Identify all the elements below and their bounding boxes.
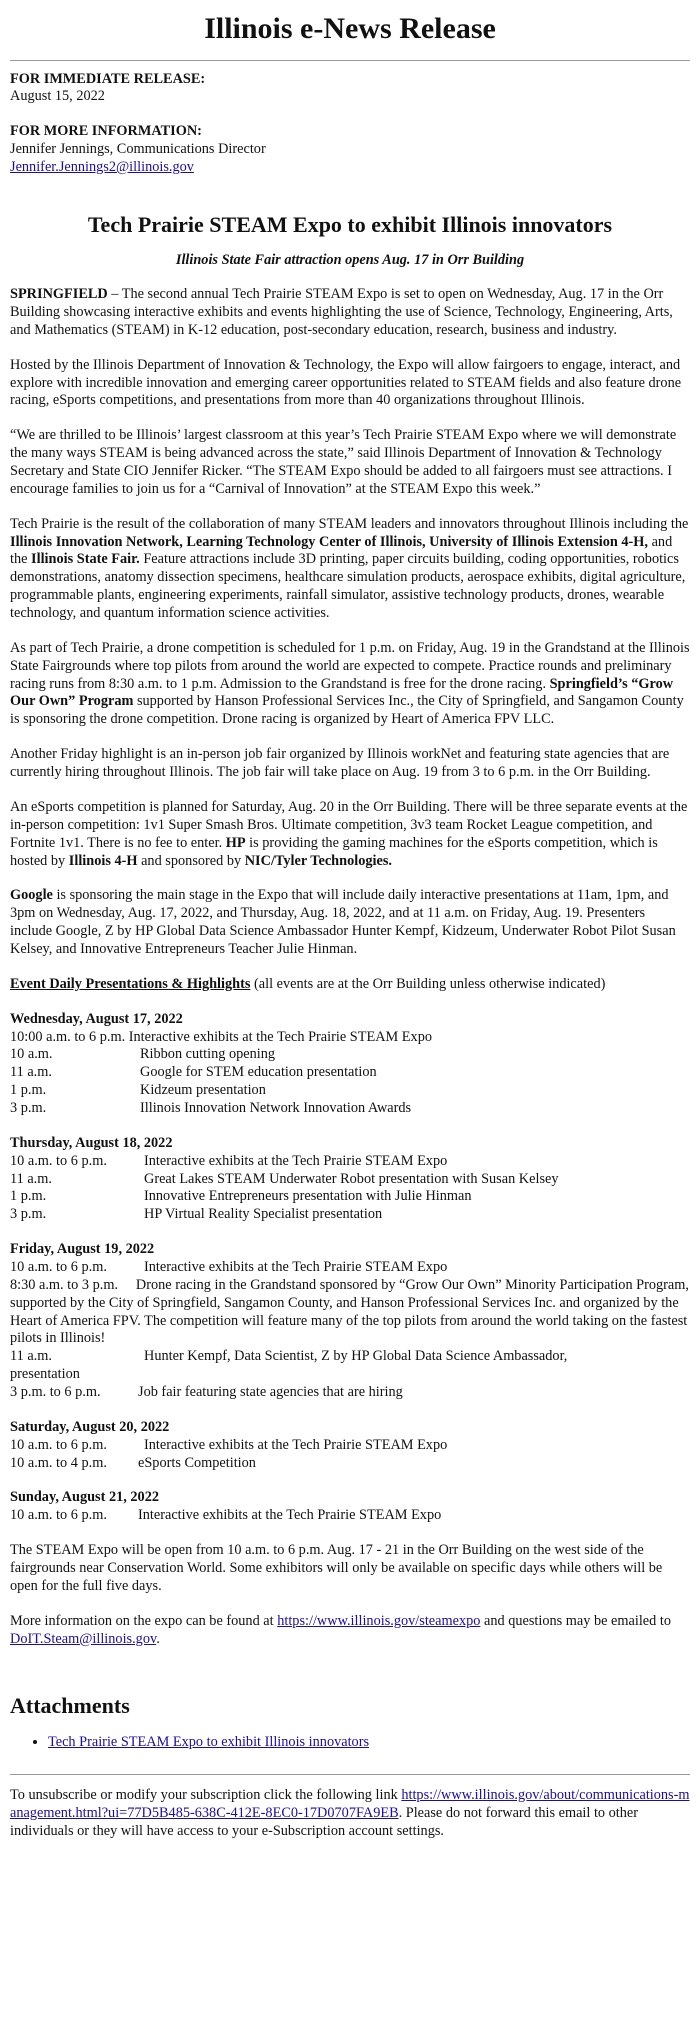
paragraph-text: Feature attractions include 3D printing, paper circuits building, coding opportunities, robotics demonstrations, anatomy dissection specimens, healthcare simulation products, aerospace exhibits, digital agriculture, programmable plants, engineering experiments, rainfall simulator, assistive technology products, drones, wearable technology, and quantum information science activities. — [10, 551, 686, 622]
event-time: 10 a.m. to 6 p.m. — [10, 1507, 107, 1524]
paragraph-text: is providing the gaming machines for the eSports competition, which is hosted by — [10, 834, 658, 869]
paragraph-text: . Please do not forward this email to other individuals or they will have access to your e-Subscription account settings. — [10, 1804, 639, 1839]
bold-program: Springfield’s “Grow Our Own” Program — [10, 675, 674, 710]
article-subhead: Illinois State Fair attraction opens Aug. 17 in Orr Building — [175, 252, 525, 269]
event-time: 11 a.m. — [10, 1064, 52, 1081]
paragraph-text: and the — [10, 533, 673, 568]
bold-4h: Illinois 4-H — [68, 852, 138, 869]
event-time: 3 p.m. — [10, 1206, 47, 1223]
schedule-row — [10, 1171, 690, 1189]
article-headline: Tech Prairie STEAM Expo to exhibit Illinois innovators — [87, 211, 613, 237]
schedule-row — [10, 1507, 690, 1525]
schedule-day-sunday — [10, 1489, 690, 1525]
attachments-title: Attachments — [10, 1693, 130, 1719]
schedule-row-continued: presentation — [10, 1366, 80, 1383]
masthead-divider — [10, 60, 690, 61]
schedule-row — [10, 1046, 690, 1064]
schedule-row — [10, 1384, 690, 1402]
article-paragraph-3: “We are thrilled to be Illinois’ largest classroom at this year’s Tech Prairie STEAM Expo where we will demonstrate the many ways STEAM is being advanced across the state,” said Illinois Department of Innovation & Technology Secretary and State CIO Jennifer Ricker. “The STEAM Expo should be added to all fairgoers must see attractions. I encourage families to join us for a “Carnival of Innovation” at the STEAM Expo this week.” — [10, 427, 677, 497]
event-time: 3 p.m. — [10, 1099, 47, 1116]
attachments-list — [10, 1734, 690, 1752]
article-paragraph-5 — [10, 640, 690, 729]
article-paragraph-7 — [10, 799, 690, 870]
schedule-row — [10, 1348, 690, 1366]
event-time: 11 a.m. — [10, 1348, 52, 1365]
schedule-row-drone: 8:30 a.m. to 3 p.m. Drone racing in the Grandstand sponsored by “Grow Our Own” Minority Participation Program, supported by the City of Springfield, Sangamon County, and Hanson Professional Services Inc. and organized by the Heart of America FPV. The competition will feature many of the top pilots from around the world taking on the fastest pilots in Illinois! — [10, 1276, 693, 1347]
event-time: 3 p.m. to 6 p.m. — [10, 1383, 101, 1400]
closing-paragraph-2 — [10, 1613, 690, 1649]
schedule-row — [10, 1437, 690, 1455]
event-time: 10 a.m. — [10, 1046, 53, 1063]
event-time: 1 p.m. — [10, 1082, 47, 1099]
release-meta — [10, 71, 690, 177]
unsubscribe-link[interactable]: https://www.illinois.gov/about/communications-management.html?ui=77D5B485-638C-412E-8EC0-17D0707FA9EB — [10, 1786, 690, 1821]
paragraph-text: supported by Hanson Professional Services Inc., the City of Springfield, and Sangamon County is sponsoring the drone competition. Drone racing is organized by Heart of America FPV LLC. — [10, 693, 684, 728]
event-desc: Interactive exhibits at the Tech Prairie STEAM Expo — [144, 1436, 448, 1453]
schedule-note: (all events are at the Orr Building unless otherwise indicated) — [250, 975, 606, 992]
schedule-day-saturday — [10, 1419, 690, 1473]
paragraph-text: . — [156, 1630, 160, 1647]
dateline: SPRINGFIELD — [10, 286, 108, 303]
schedule-row — [10, 1206, 690, 1224]
event-desc: HP Virtual Reality Specialist presentation — [144, 1206, 383, 1223]
release-block — [10, 71, 690, 107]
steam-email-link[interactable]: DoIT.Steam@illinois.gov — [10, 1630, 157, 1647]
article-paragraph-2: Hosted by the Illinois Department of Innovation & Technology, the Expo will allow fairgoers to engage, interact, and explore with incredible innovation and emerging career opportunities related to STEAM fields and also feature drone racing, eSports competitions, and presentations from more than 40 organizations throughout Illinois. — [10, 356, 682, 409]
day-title: Saturday, August 20, 2022 — [10, 1418, 170, 1435]
contact-label: FOR MORE INFORMATION: — [10, 123, 202, 140]
article-paragraph-1 — [10, 286, 690, 340]
footer-text — [10, 1787, 690, 1841]
schedule-heading-line — [10, 976, 690, 994]
paragraph-text: More information on the expo can be found at — [10, 1612, 278, 1629]
day-title: Wednesday, August 17, 2022 — [10, 1010, 183, 1027]
paragraph-text: and questions may be emailed to — [480, 1612, 671, 1629]
attachment-item — [48, 1734, 690, 1752]
schedule-row — [10, 1455, 690, 1473]
article-paragraph-6: Another Friday highlight is an in-person job fair organized by Illinois workNet and featuring state agencies that are currently hiring throughout Illinois. The job fair will take place on Aug. 19 from 3 to 6 p.m. in the Orr Building. — [10, 746, 670, 781]
event-desc: Google for STEM education presentation — [140, 1064, 377, 1081]
event-desc: Job fair featuring state agencies that are hiring — [138, 1383, 403, 1400]
event-time: 1 p.m. — [10, 1188, 47, 1205]
bold-google: Google — [10, 887, 53, 904]
event-desc: Hunter Kempf, Data Scientist, Z by HP Global Data Science Ambassador, — [144, 1348, 568, 1365]
event-time: 11 a.m. — [10, 1170, 52, 1187]
article-paragraph-4 — [10, 516, 690, 623]
schedule-day-friday — [10, 1241, 693, 1402]
article-paragraph-8 — [10, 887, 690, 958]
schedule-heading: Event Daily Presentations & Highlights — [10, 975, 251, 992]
event-desc: Ribbon cutting opening — [140, 1046, 276, 1063]
contact-email-link[interactable]: Jennifer.Jennings2@illinois.gov — [10, 158, 194, 175]
day-title: Friday, August 19, 2022 — [10, 1241, 155, 1258]
schedule-row — [10, 1153, 690, 1171]
schedule-row: 10:00 a.m. to 6 p.m. Interactive exhibits at the Tech Prairie STEAM Expo — [10, 1028, 432, 1045]
event-time: 10 a.m. to 6 p.m. — [10, 1436, 107, 1453]
contact-name: Jennifer Jennings, Communications Director — [10, 141, 266, 158]
bold-hp: HP — [225, 834, 246, 851]
paragraph-text: Tech Prairie is the result of the collaboration of many STEAM leaders and innovators throughout Illinois including the — [10, 515, 689, 532]
schedule-day-thursday — [10, 1135, 690, 1224]
bold-state-fair: Illinois State Fair. — [31, 551, 140, 568]
steamexpo-link[interactable]: https://www.illinois.gov/steamexpo — [277, 1612, 481, 1629]
event-time: 10 a.m. to 4 p.m. — [10, 1454, 107, 1471]
masthead-title: Illinois e-News Release — [204, 12, 496, 45]
event-time: 10 a.m. to 6 p.m. — [10, 1152, 107, 1169]
paragraph-text: As part of Tech Prairie, a drone competition is scheduled for 1 p.m. on Friday, Aug. 19 in the Grandstand at the Illinois State Fairgrounds where top pilots from around the world are expected to compete. Practice rounds and preliminary racing runs from 8:30 a.m. to 1 p.m. Admission to the Grandstand is free for the drone racing. — [10, 639, 690, 692]
event-desc: Interactive exhibits at the Tech Prairie STEAM Expo — [144, 1258, 448, 1275]
bold-nic: NIC/Tyler Technologies. — [244, 852, 392, 869]
event-time: 10 a.m. to 6 p.m. — [10, 1258, 107, 1275]
event-desc: Interactive exhibits at the Tech Prairie STEAM Expo — [144, 1152, 448, 1169]
paragraph-text: is sponsoring the main stage in the Expo that will include daily interactive presentations at 11am, 1pm, and 3pm on Wednesday, Aug. 17, 2022, and Thursday, Aug. 18, 2022, and at 11 a.m. on Friday, Aug. 19. Presenters include Google, Z by HP Global Data Science Ambassador Hunter Kempf, Kidzeum, Underwater Robot Pilot Susan Kelsey, and Innovative Entrepreneurs Teacher Julie Hinman. — [10, 887, 676, 957]
schedule-day-wednesday — [10, 1011, 690, 1118]
schedule-row — [10, 1188, 690, 1206]
bold-partners: Illinois Innovation Network, Learning Technology Center of Illinois, University of Illinois Extension 4-H, — [10, 533, 649, 550]
event-desc: Interactive exhibits at the Tech Prairie STEAM Expo — [138, 1507, 442, 1524]
day-title: Thursday, August 18, 2022 — [10, 1134, 173, 1151]
paragraph-text: To unsubscribe or modify your subscription click the following link — [10, 1786, 402, 1803]
release-date: August 15, 2022 — [10, 88, 105, 105]
paragraph-text: and sponsored by — [137, 852, 245, 869]
event-desc: Kidzeum presentation — [140, 1082, 266, 1099]
paragraph-text: – The second annual Tech Prairie STEAM Expo is set to open on Wednesday, Aug. 17 in the Orr Building showcasing interactive exhibits and events highlighting the use of Science, Technology, Engineering, Arts, and Mathematics (STEAM) in K-12 education, post-secondary education, research, business and industry. — [10, 286, 673, 338]
contact-block — [10, 123, 690, 177]
closing-paragraph-1: The STEAM Expo will be open from 10 a.m. to 6 p.m. Aug. 17 - 21 in the Orr Building on the west side of the fairgrounds near Conservation World. Some exhibitors will only be available on specific days while others will be open for the full five days. — [10, 1542, 663, 1594]
schedule-row — [10, 1259, 690, 1277]
day-title: Sunday, August 21, 2022 — [10, 1489, 159, 1506]
schedule-row — [10, 1064, 690, 1082]
schedule-row — [10, 1100, 690, 1118]
event-desc: Illinois Innovation Network Innovation Awards — [140, 1099, 412, 1116]
schedule-row — [10, 1082, 690, 1100]
event-desc: Great Lakes STEAM Underwater Robot presentation with Susan Kelsey — [144, 1170, 559, 1187]
paragraph-text: An eSports competition is planned for Saturday, Aug. 20 in the Orr Building. There will be three separate events at the in-person competition: 1v1 Super Smash Bros. Ultimate competition, 3v3 team Rocket League competition, and Fortnite 1v1. There is no fee to enter. — [10, 798, 688, 851]
event-desc: Innovative Entrepreneurs presentation with Julie Hinman — [144, 1188, 472, 1205]
event-desc: eSports Competition — [138, 1454, 256, 1471]
release-label: FOR IMMEDIATE RELEASE: — [10, 70, 206, 87]
footer-divider — [10, 1774, 690, 1775]
attachment-link[interactable]: Tech Prairie STEAM Expo to exhibit Illinois innovators — [48, 1733, 370, 1750]
